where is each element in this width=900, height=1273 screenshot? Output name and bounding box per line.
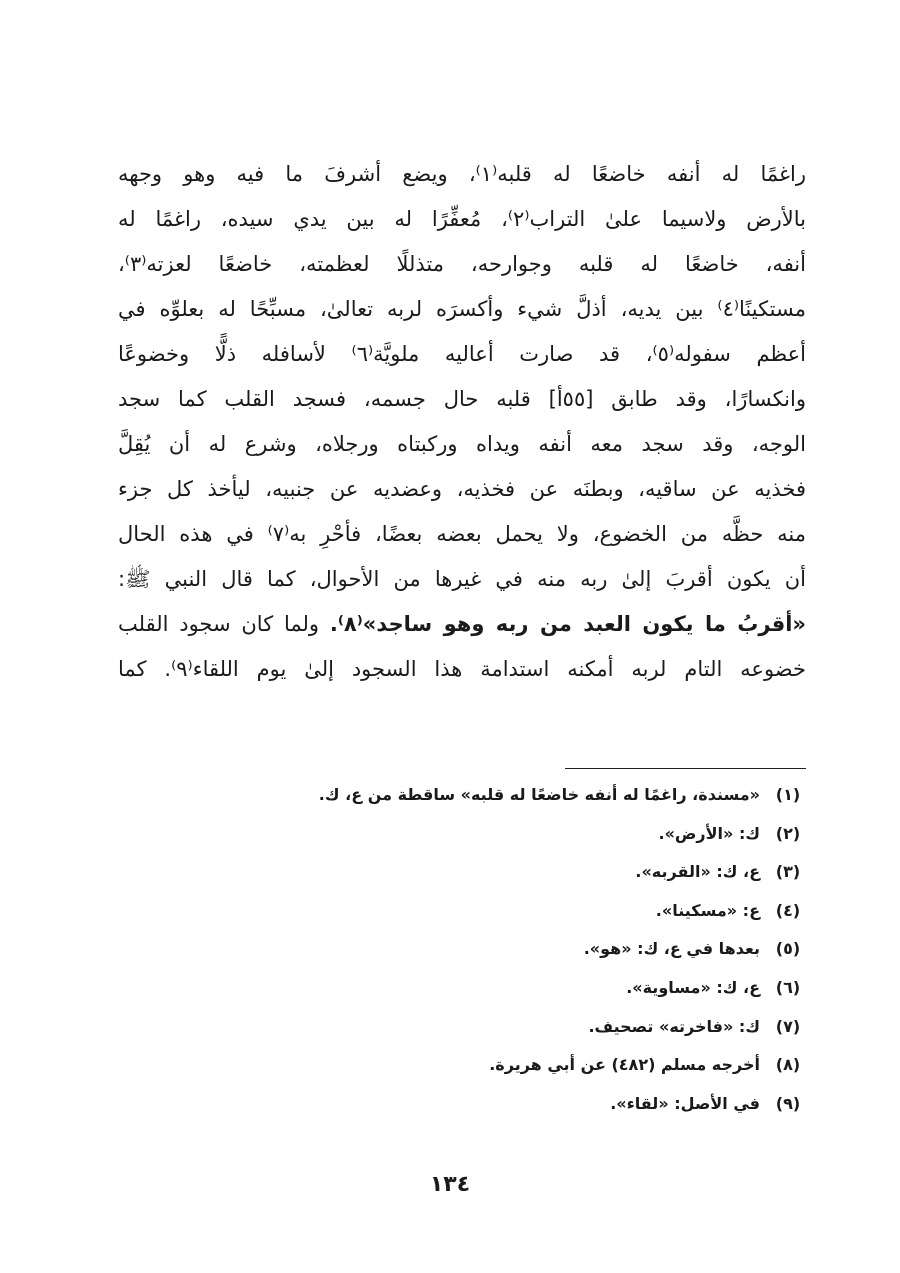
footnote-divider <box>565 768 806 769</box>
footnote <box>186 1094 806 1133</box>
footnote-number: (٥) <box>775 939 801 959</box>
hadith-quote: «أقربُ ما يكون العبد من ربه وهو ساجد»⁽٨⁾. <box>329 612 806 636</box>
footnote <box>186 1017 806 1056</box>
footnote-text: «مسندة، راغمًا له أنفه خاضعًا له قلبه» ساقطة من ع، ك. <box>318 785 760 804</box>
text-line: راغمًا له أنفه خاضعًا له قلبه⁽١⁾، ويضع أشرفَ ما فيه وهو وجهه <box>118 162 806 186</box>
text-line: أن يكون أقربَ إلىٰ ربه منه في غيرها من الأحوال، كما قال النبي ﷺ: <box>118 567 806 591</box>
main-text <box>118 152 806 692</box>
footnote-number: (١) <box>775 785 801 804</box>
footnote <box>186 824 806 863</box>
text-line: خضوعه التام لربه أمكنه استدامة هذا السجود إلىٰ يوم اللقاء⁽٩⁾. كما <box>118 657 806 681</box>
footnote-text: بعدها في ع، ك: «هو». <box>583 939 760 959</box>
footnote-number: (٦) <box>775 977 801 997</box>
hadith-line-rest: ولما كان سجود القلب <box>118 612 330 636</box>
footnote-text: ع: «مسكينا». <box>655 900 760 920</box>
footnote-number: (٣) <box>775 862 801 882</box>
footnote-number: (٩) <box>775 1093 801 1113</box>
text-line: أعظم سفوله⁽٥⁾، قد صارت أعاليه ملويَّة⁽٦⁾ لأسافله ذلًّا وخضوعًا <box>118 342 806 366</box>
footnote <box>186 1055 806 1094</box>
text-line: فخذيه عن ساقيه، وبطنَه عن فخذيه، وعضديه عن جنبيه، ليأخذ كل جزء <box>118 477 806 501</box>
text-line: مستكينًا⁽٤⁾ بين يديه، أذلَّ شيء وأكسرَه لربه تعالىٰ، مسبِّحًا له بعلوِّه في <box>118 297 806 321</box>
text-line: الوجه، وقد سجد معه أنفه ويداه وركبتاه ورجلاه، وشرع له أن يُقِلَّ <box>118 432 806 456</box>
footnote-number: (٨) <box>775 1055 801 1075</box>
footnote-text: ك: «الأرض». <box>658 823 760 843</box>
hadith-line <box>118 602 806 647</box>
footnote-text: ع، ك: «مساوية». <box>626 977 760 997</box>
footnote <box>186 785 806 824</box>
footnote <box>186 901 806 940</box>
text-line: وانكسارًا، وقد طابق [٥٥أ] قلبه حال جسمه، فسجد القلب كما سجد <box>118 387 806 411</box>
footnote <box>186 978 806 1017</box>
page-number: ١٣٤ <box>429 1172 471 1197</box>
footnote-number: (٤) <box>775 900 801 920</box>
footnote-text: أخرجه مسلم (٤٨٢) عن أبي هريرة. <box>489 1055 760 1075</box>
footnote-text: ك: «فاخرته» تصحيف. <box>588 1016 760 1036</box>
footnote-text: ع، ك: «القربه». <box>635 862 760 882</box>
footnote-number: (٧) <box>775 1016 801 1036</box>
text-line: أنفه، خاضعًا له قلبه وجوارحه، متذللًا لعظمته، خاضعًا لعزته⁽٣⁾، <box>118 252 806 276</box>
footnotes <box>186 785 806 1132</box>
footnote-number: (٢) <box>775 823 801 843</box>
text-line: منه حظَّه من الخضوع، ولا يحمل بعضه بعضًا، فأحْرِ به⁽٧⁾ في هذه الحال <box>118 522 806 546</box>
footnote-text: في الأصل: «لقاء». <box>610 1093 760 1113</box>
text-line: بالأرض ولاسيما علىٰ التراب⁽٢⁾، مُعفِّرًا له بين يدي سيده، راغمًا له <box>118 207 806 231</box>
footnote <box>186 939 806 978</box>
footnote <box>186 862 806 901</box>
